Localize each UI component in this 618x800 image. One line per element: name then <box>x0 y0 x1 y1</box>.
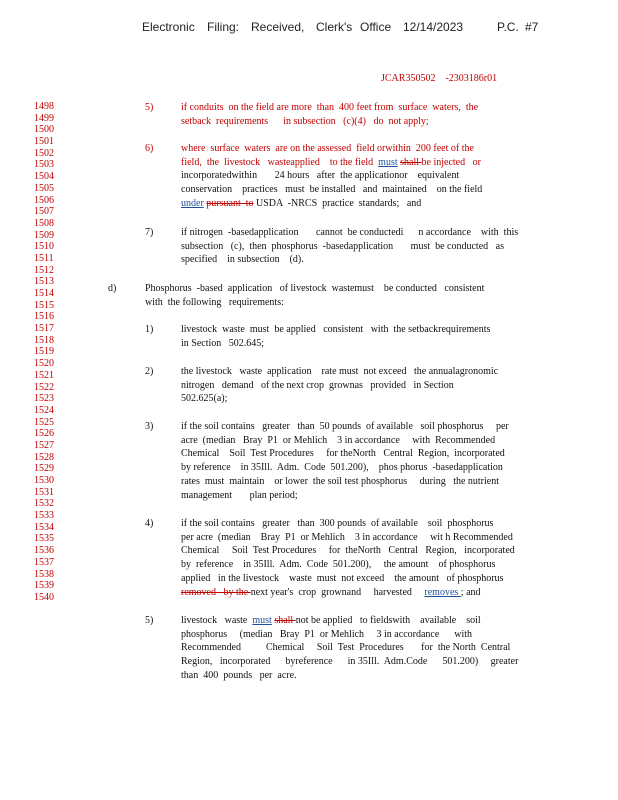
item-label: 2) <box>145 366 154 377</box>
item-label: 5) <box>145 102 154 113</box>
line-number: 1523 <box>34 393 54 405</box>
line-number: 1500 <box>34 124 54 136</box>
text-line: by reference in 35Ill. Adm. Code 501.200), the amount of phosphorus <box>181 559 496 571</box>
item-label: 1) <box>145 324 154 335</box>
text-line: incorporatedwithin 24 hours after the applicationor equivalent <box>181 170 460 182</box>
text-line: acre (median Bray P1 or Mehlich 3 in accordance with Recommended <box>181 434 496 446</box>
line-number: 1503 <box>34 159 54 171</box>
text-line: Phosphorus -based application of livestock wastemust be conducted consistent <box>145 283 485 294</box>
item-label: 4) <box>145 518 154 529</box>
header-clerks: Clerk's <box>316 20 353 34</box>
line-number: 1505 <box>34 182 54 194</box>
text-line: applied in the livestock waste must not exceed the amount of phosphorus <box>181 572 504 584</box>
line-number: 1533 <box>34 510 54 522</box>
paragraph-d <box>145 282 535 309</box>
text-line: 502.625(a); <box>181 393 228 405</box>
line-number: 1535 <box>34 533 54 545</box>
text-run: USDA -NRCS practice standards; and <box>253 197 422 209</box>
text-line: Chemical Soil Test Procedures for theNorth Central Region, incorporated <box>181 545 515 557</box>
line-number: 1508 <box>34 217 54 229</box>
text-line: rates must maintain or lower the soil test phosphorus during the nutrient <box>181 475 500 487</box>
text-line: by reference in 35Ill. Adm. Code 501.200), phos phorus -basedapplication <box>181 462 503 474</box>
item-label: 6) <box>145 143 154 154</box>
text-run: be injected or <box>421 156 481 168</box>
line-number: 1502 <box>34 147 54 159</box>
line-number: 1526 <box>34 428 54 440</box>
line-number: 1538 <box>34 568 54 580</box>
line-number: 1530 <box>34 475 54 486</box>
text-line: management plan period; <box>181 489 298 501</box>
paragraph-d5 <box>181 614 541 683</box>
line-number: 1519 <box>34 346 54 358</box>
line-number: 1501 <box>34 136 54 148</box>
paragraph-c7 <box>181 226 541 267</box>
paragraph-d2 <box>181 365 541 406</box>
line-number: 1518 <box>34 334 54 346</box>
item-label: 7) <box>145 227 154 238</box>
line-number: 1520 <box>34 358 54 370</box>
header-date: 12/14/2023 <box>403 20 464 34</box>
item-label: 3) <box>145 421 154 432</box>
line-number: 1507 <box>34 206 54 218</box>
deleted-text: shall <box>400 156 422 168</box>
header-number: #7 <box>525 20 539 34</box>
text-run: livestock waste <box>181 615 253 626</box>
text-line <box>181 197 526 211</box>
line-number: 1521 <box>34 369 54 381</box>
line-number: 1524 <box>34 404 54 416</box>
inserted-text: must <box>252 615 272 626</box>
line-number: 1511 <box>34 252 54 264</box>
line-number: 1539 <box>34 580 54 592</box>
line-number: 1540 <box>34 591 54 603</box>
line-number: 1531 <box>34 486 54 498</box>
line-number: 1499 <box>34 112 54 124</box>
line-number: 1529 <box>34 463 54 475</box>
paragraph-d4 <box>181 517 546 599</box>
paragraph-c6 <box>181 142 526 211</box>
text-line: specified in subsection (d). <box>181 254 304 266</box>
text-line <box>181 586 546 600</box>
line-number: 1498 <box>34 101 54 112</box>
text-line: setback requirements in subsection (c)(4) do not apply; <box>181 115 429 127</box>
header-office: Office <box>360 20 392 34</box>
paragraph-c5 <box>181 101 526 128</box>
line-number: 1514 <box>34 288 54 299</box>
inserted-text: removes <box>424 586 461 598</box>
text-line: per acre (median Bray P1 or Mehlich 3 in accordance wit h Recommended <box>181 531 513 543</box>
line-number: 1522 <box>34 381 54 393</box>
text-line: with the following requirements: <box>145 296 284 308</box>
text-run: field, the livestock wasteapplied to the field <box>181 156 379 168</box>
line-number: 1534 <box>34 521 54 533</box>
line-number: 1537 <box>34 556 54 568</box>
text-line <box>181 156 526 170</box>
text-line: Recommended Chemical Soil Test Procedures for the North Central <box>181 642 511 654</box>
text-line: Chemical Soil Test Procedures for theNorth Central Region, incorporated <box>181 448 505 460</box>
text-line: conservation practices must be installed and maintained on the field <box>181 184 483 196</box>
line-number: 1525 <box>34 416 54 428</box>
deleted-text: shall <box>274 615 296 626</box>
inserted-text: under <box>181 197 204 209</box>
text-line: if the soil contains greater than 50 pounds of available soil phosphorus per <box>181 421 509 432</box>
line-number: 1536 <box>34 545 54 557</box>
paragraph-d3 <box>181 420 546 502</box>
line-number: 1527 <box>34 439 54 451</box>
item-label: 5) <box>145 615 154 626</box>
text-run: next year's crop grownand harvested <box>250 586 425 598</box>
text-line: if conduits on the field are more than 400 feet from surface waters, the <box>181 102 479 113</box>
text-line: if nitrogen -basedapplication cannot be conductedi n accordance with this <box>181 227 519 238</box>
line-number: 1506 <box>34 194 54 206</box>
line-number: 1509 <box>34 229 54 241</box>
header-received: Received, <box>251 20 305 34</box>
text-line: in Section 502.645; <box>181 337 265 349</box>
line-number: 1510 <box>34 241 54 253</box>
deleted-text: pursuant to <box>206 197 254 209</box>
text-line: nitrogen demand of the next crop grownas provided in Section <box>181 379 454 391</box>
header-filing: Filing: <box>207 20 240 34</box>
line-number: 1516 <box>34 311 54 323</box>
line-number: 1528 <box>34 451 54 463</box>
text-line: than 400 pounds per acre. <box>181 669 297 681</box>
header-pc: P.C. <box>497 20 519 34</box>
paragraph-d1 <box>181 323 541 350</box>
document-id: JCAR350502 -2303186r01 <box>381 73 498 84</box>
deleted-text: removed by the <box>181 586 251 598</box>
header-electronic: Electronic <box>142 20 195 34</box>
text-line: the livestock waste application rate must not exceed the annualagronomic <box>181 366 499 377</box>
text-run: not be applied to fieldswith available soil <box>295 615 481 626</box>
line-number: 1515 <box>34 299 54 311</box>
item-label: d) <box>108 283 117 294</box>
text-run: ; and <box>460 586 481 598</box>
line-number: 1532 <box>34 498 54 510</box>
line-number: 1512 <box>34 264 54 276</box>
text-line: phosphorus (median Bray P1 or Mehlich 3 in accordance with <box>181 628 473 640</box>
line-number: 1517 <box>34 323 54 335</box>
text-line: livestock waste must be applied consistent with the setbackrequirements <box>181 324 491 335</box>
text-line: if the soil contains greater than 300 pounds of available soil phosphorus <box>181 518 494 529</box>
line-number: 1513 <box>34 276 54 288</box>
inserted-text: must <box>378 156 398 168</box>
text-line: where surface waters are on the assessed field orwithin 200 feet of the <box>181 143 474 154</box>
text-line: Region, incorporated byreference in 35Ill. Adm.Code 501.200) greater <box>181 656 519 668</box>
line-number-column <box>34 101 64 604</box>
text-line: subsection (c), then phosphorus -basedapplication must be conducted as <box>181 240 504 252</box>
text-line <box>181 614 541 628</box>
line-number: 1504 <box>34 171 54 183</box>
